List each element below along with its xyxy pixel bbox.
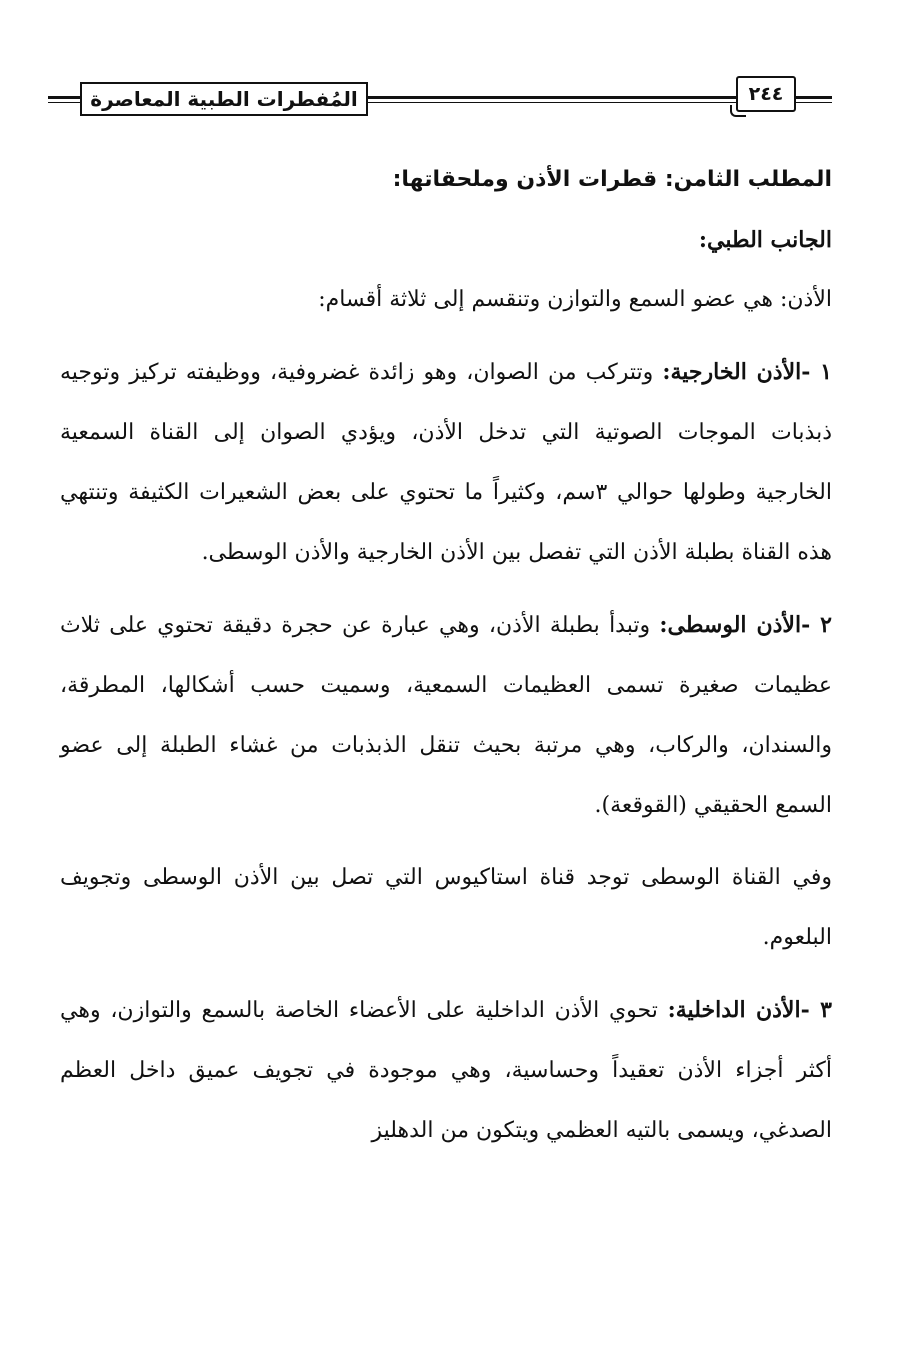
page-body <box>60 150 832 1161</box>
inner-ear-label: ٣ -الأذن الداخلية: <box>667 997 832 1023</box>
middle-ear-label: ٢ -الأذن الوسطى: <box>659 612 832 638</box>
page-header <box>48 74 832 120</box>
section-subheading: الجانب الطبي: <box>698 227 832 253</box>
eustachian-paragraph: وفي القناة الوسطى توجد قناة استاكيوس التي تصل بين الأذن الوسطى وتجويف البلعوم. <box>60 865 832 950</box>
inner-ear-paragraph <box>60 980 832 1161</box>
section-heading: المطلب الثامن: قطرات الأذن وملحقاتها: <box>392 167 832 192</box>
inner-ear-text: تحوي الأذن الداخلية على الأعضاء الخاصة بالسمع والتوازن، وهي أكثر أجزاء الأذن تعقيداً وحساسية، وهي موجودة في تجويف عميق داخل العظم الصدغي، ويسمى بالتيه العظمي ويتكون من الدهليز <box>60 998 832 1143</box>
intro-paragraph: الأذن: هي عضو السمع والتوازن وتنقسم إلى ثلاثة أقسام: <box>318 287 832 312</box>
book-title: المُفطرات الطبية المعاصرة <box>80 82 368 116</box>
outer-ear-text: وتتركب من الصوان، وهو زائدة غضروفية، ووظيفته تركيز وتوجيه ذبذبات الموجات الصوتية التي تدخل الأذن، ويؤدي الصوان إلى القناة السمعية الخارجية وطولها حوالي ٣سم، وكثيراً ما تحتوي على بعض الشعيرات الكثيفة وتنتهي هذه القناة بطبلة الأذن التي تفصل بين الأذن الخارجية والأذن الوسطى. <box>60 360 832 565</box>
outer-ear-label: ١ -الأذن الخارجية: <box>662 359 832 385</box>
middle-ear-paragraph <box>60 595 832 836</box>
outer-ear-paragraph <box>60 342 832 583</box>
page-number: ٢٤٤ <box>736 76 796 112</box>
middle-ear-text: وتبدأ بطبلة الأذن، وهي عبارة عن حجرة دقيقة تحتوي على ثلاث عظيمات صغيرة تسمى العظيمات السمعية، وسميت حسب أشكالها، المطرقة، والسندان، والركاب، وهي مرتبة بحيث تنقل الذبذبات من غشاء الطبلة إلى عضو السمع الحقيقي (القوقعة). <box>60 613 832 818</box>
